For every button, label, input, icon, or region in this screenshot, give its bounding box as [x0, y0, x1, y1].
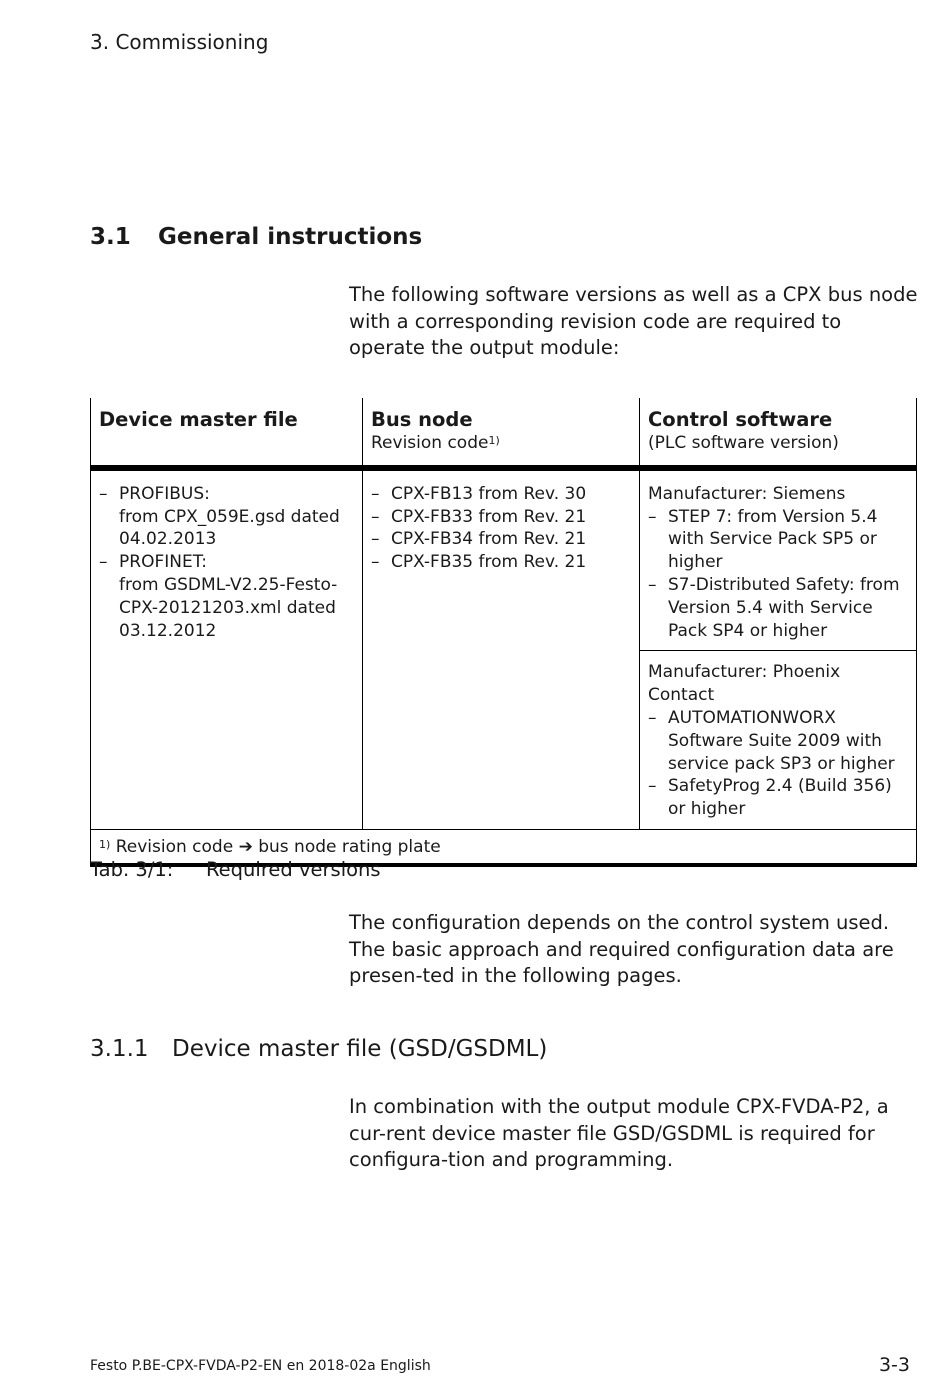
footnote-reference: 1) [488, 434, 500, 447]
column-header-control-software [640, 398, 917, 468]
subsection-paragraph: In combination with the output module CPX-FVDA-P2, a cur-rent device master file GSD/GSDML is required for configura-tion and programming. [349, 1095, 889, 1171]
footnote-mark: 1) [99, 837, 111, 851]
column-title: Control software [648, 408, 833, 431]
column-header-device-master-file [91, 398, 363, 468]
list-item: – AUTOMATIONWORX Software Suite 2009 with service pack SP3 or higher [648, 707, 908, 775]
list-item: – SafetyProg 2.4 (Build 356) or higher [648, 775, 908, 821]
control-software-phoenix-cell [640, 651, 917, 830]
required-versions-table [90, 398, 917, 867]
caption-text: Required versions [206, 858, 381, 881]
page-number: 3-3 [878, 1354, 910, 1376]
list-item: – CPX-FB35 from Rev. 21 [371, 551, 631, 574]
subsection-number: 3.1.1 [90, 1036, 149, 1062]
table-header-row [91, 398, 917, 468]
column-header-bus-node [363, 398, 640, 468]
column-subtitle: (PLC software version) [648, 433, 839, 453]
list-item: – CPX-FB13 from Rev. 30 [371, 483, 631, 506]
running-header: 3. Commissioning [90, 30, 269, 54]
column-title: Bus node [371, 408, 473, 431]
table-footnote: $^{1)}$ Revision code ➔ bus node rating plate [91, 829, 917, 864]
intro-paragraph: The following software versions as well as a CPX bus node with a corresponding revision code are required to operate the output module: [349, 283, 918, 359]
column-title: Device master file [99, 408, 298, 431]
column-subtitle: Revision code$^{1)}$ [371, 433, 500, 453]
list-item: – CPX-FB34 from Rev. 21 [371, 528, 631, 551]
section-title: General instructions [158, 224, 423, 250]
configuration-paragraph: The configuration depends on the control system used. The basic approach and required configuration data are presen-ted in the following pages. [349, 911, 894, 987]
footer-document-id: Festo P.BE-CPX-FVDA-P2-EN en 2018-02a English [90, 1358, 431, 1374]
section-heading [90, 224, 422, 250]
device-master-cell [91, 468, 363, 830]
manufacturer-label: Manufacturer: Siemens [648, 483, 846, 504]
manufacturer-label: Manufacturer: Phoenix Contact [648, 662, 841, 706]
table-caption [90, 858, 381, 881]
table-row [91, 468, 917, 651]
arrow-right-icon: ➔ [238, 836, 253, 857]
bus-node-cell [363, 468, 640, 830]
list-item: – S7-Distributed Safety: from Version 5.4 with Service Pack SP4 or higher [648, 574, 908, 642]
list-item: – STEP 7: from Version 5.4 with Service Pack SP5 or higher [648, 506, 908, 574]
subsection-title: Device master file (GSD/GSDML) [172, 1036, 548, 1062]
list-item: – PROFINET: from GSDML-V2.25-Festo- CPX-20121203.xml dated 03.12.2012 [99, 551, 354, 642]
caption-label: Tab. 3/1: [90, 858, 174, 881]
list-item: – PROFIBUS: from CPX_059E.gsd dated 04.02.2013 [99, 483, 354, 551]
subsection-heading [90, 1036, 547, 1062]
control-software-siemens-cell [640, 468, 917, 651]
section-number: 3.1 [90, 224, 131, 250]
list-item: – CPX-FB33 from Rev. 21 [371, 506, 631, 529]
